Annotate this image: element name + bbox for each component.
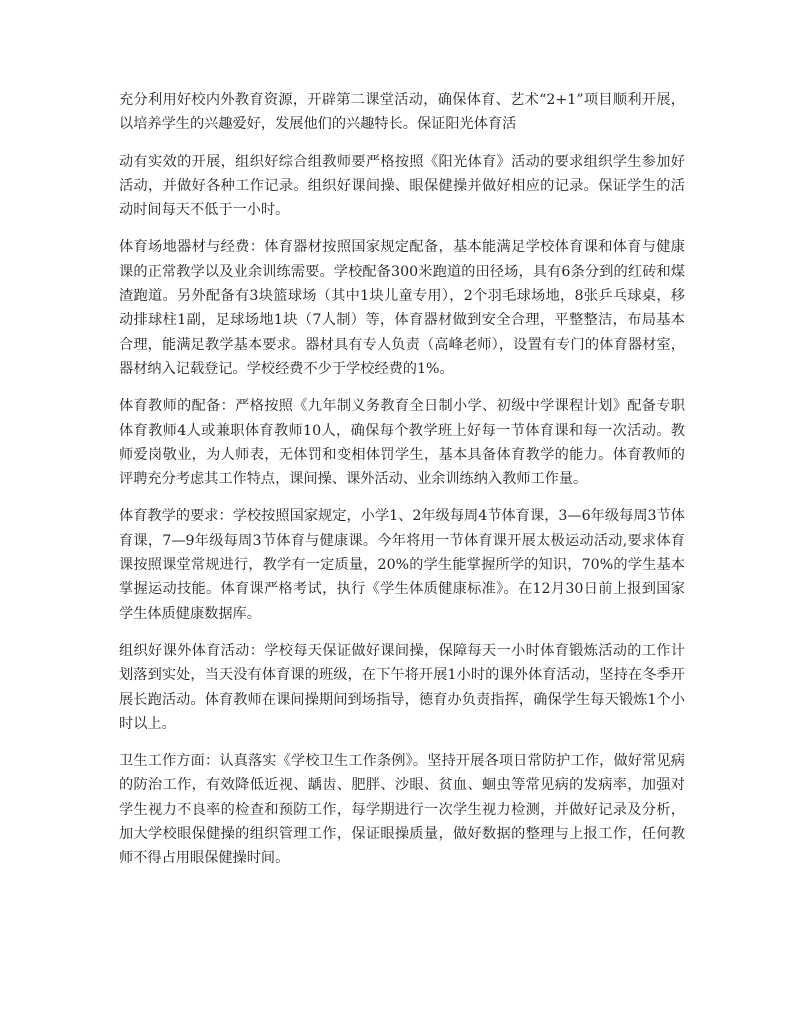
paragraph-sunshine-sports-intro: 充分利用好校内外教育资源，开辟第二课堂活动，确保体育、艺术“2+1”项目顺利开展，以培养学生的兴趣爱好，发展他们的兴趣特长。保证阳光体育活 — [119, 92, 685, 133]
document-page — [119, 88, 685, 884]
paragraph-sunshine-sports-activities: 动有实效的开展，组织好综合组教师要严格按照《阳光体育》活动的要求组织学生参加好活动，并做好各种工作记录。组织好课间操、眼保健操并做好相应的记录。保证学生的活动时间每天不低于一小时。 — [119, 153, 685, 219]
paragraph-extracurricular-activities: 组织好课外体育活动：学校每天保证做好课间操，保障每天一小时体育锻炼活动的工作计划落到实处，当天没有体育课的班级，在下午将开展1小时的课外体育活动，坚持在冬季开展长跑活动。体育教师在课间操期间到场指导，德育办负责指挥，确保学生每天锻炼1个小时以上。 — [119, 642, 685, 732]
paragraph-health-work: 卫生工作方面：认真落实《学校卫生工作条例》。坚持开展各项日常防护工作，做好常见病的防治工作，有效降低近视、龋齿、肥胖、沙眼、贫血、蛔虫等常见病的发病率，加强对学生视力不良率的检查和预防工作，每学期进行一次学生视力检测，并做好记录及分析，加大学校眼保健操的组织管理工作，保证眼操质量，做好数据的整理与上报工作，任何教师不得占用眼保健操时间。 — [119, 753, 685, 867]
paragraph-venue-equipment-funding: 体育场地器材与经费：体育器材按照国家规定配备，基本能满足学校体育课和体育与健康课的正常教学以及业余训练需要。学校配备300米跑道的田径场，具有6条分到的红砖和煤渣跑道。另外配备有3块篮球场（其中1块儿童专用），2个羽毛球场地，8张乒乓球桌，移动排球柱1副，足球场地1块（7人制）等，体育器材做到安全合理，平整整洁，布局基本合理，能满足教学基本要求。器材具有专人负责（高峰老师），设置有专门的体育器材室，器材纳入记载登记。学校经费不少于学校经费的1%。 — [119, 239, 685, 377]
paragraph-pe-teaching-requirements: 体育教学的要求：学校按照国家规定，小学1、2年级每周4节体育课，3—6年级每周3节体育课，7—9年级每周3节体育与健康课。今年将用一节体育课开展太极运动活动,要求体育课按照课堂常规进行，教学有一定质量，20%的学生能掌握所学的知识，70%的学生基本掌握运动技能。体育课严格考试，执行《学生体质健康标准》。在12月30日前上报到国家学生体质健康数据库。 — [119, 508, 685, 622]
paragraph-pe-teacher-staffing: 体育教师的配备：严格按照《九年制义务教育全日制小学、初级中学课程计划》配备专职体育教师4人或兼职体育教师10人，确保每个教学班上好每一节体育课和每一次活动。教师爱岗敬业，为人师表，无体罚和变相体罚学生，基本具备体育教学的能力。体育教师的评聘充分考虑其工作特点，课间操、课外活动、业余训练纳入教师工作量。 — [119, 398, 685, 488]
